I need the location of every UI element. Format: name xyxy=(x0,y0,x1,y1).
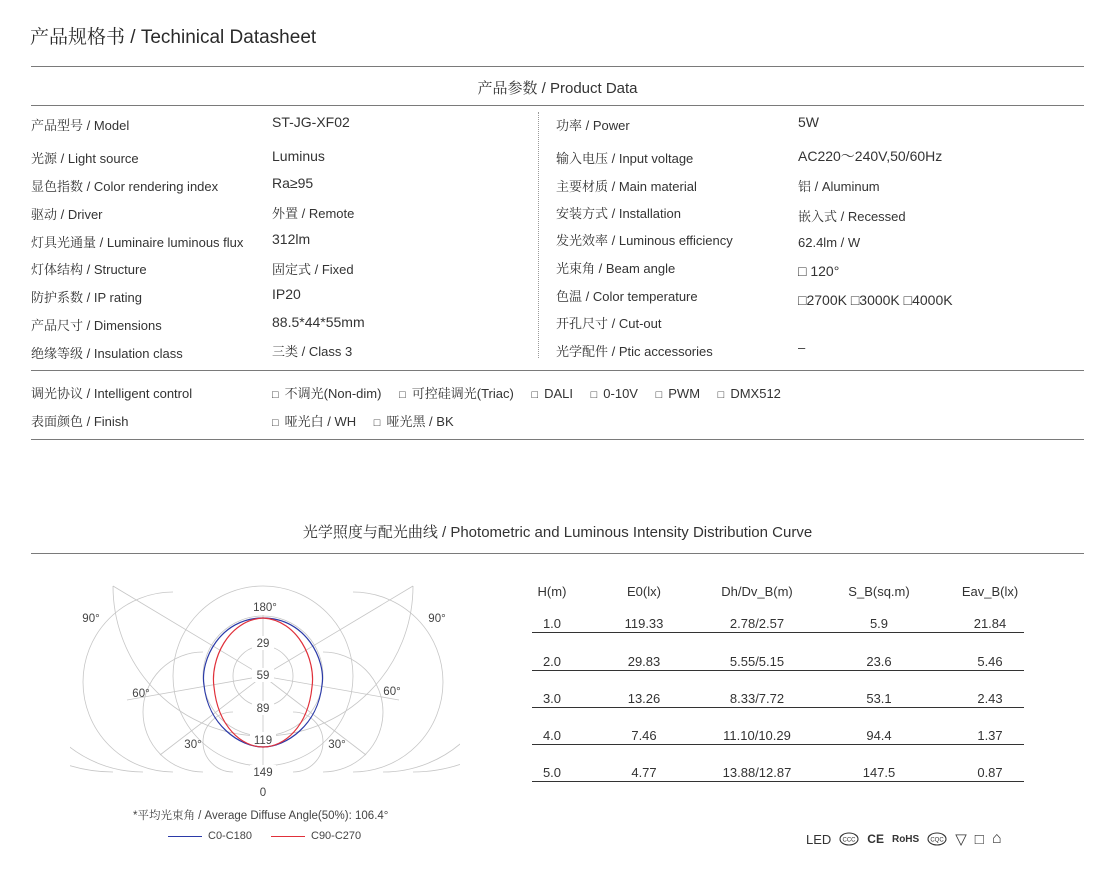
spec-value-model: ST-JG-XF02 xyxy=(272,114,350,130)
spec-value-color-temp: □2700K □3000K □4000K xyxy=(798,292,953,308)
spec-label-power: 功率 / Power xyxy=(556,118,630,133)
table-cell: 0.87 xyxy=(977,765,1003,780)
finish-options xyxy=(272,411,468,430)
divider-product-header xyxy=(31,105,1084,106)
table-cell: 1.37 xyxy=(977,728,1003,743)
divider-top xyxy=(31,66,1084,67)
table-cell: 5.0 xyxy=(542,765,562,780)
finish-option-white[interactable]: □ 哑光白 / WH xyxy=(272,414,357,429)
spec-value-installation: 嵌入式 / Recessed xyxy=(798,209,906,224)
legend-line-blue xyxy=(168,836,202,837)
spec-label-cri: 显色指数 / Color rendering index xyxy=(31,179,219,194)
polar-ray xyxy=(263,586,413,676)
photometric-header: 光学照度与配光曲线 / Photometric and Luminous Intensity Distribution Curve xyxy=(302,524,813,541)
control-options xyxy=(272,383,795,402)
radial-label: 59 xyxy=(256,670,270,682)
spec-label-cut-out: 开孔尺寸 / Cut-out xyxy=(556,316,662,331)
angle-label-left-60: 60° xyxy=(132,688,150,700)
table-cell: 147.5 xyxy=(862,765,896,780)
spec-value-power: 5W xyxy=(798,114,819,130)
divider-options xyxy=(31,370,1084,371)
table-cell: 4.77 xyxy=(631,765,657,780)
angle-label-left-30: 30° xyxy=(184,739,202,751)
angle-label-right-60: 60° xyxy=(383,686,401,698)
angle-label-180: 180° xyxy=(253,602,277,614)
finish-option-black[interactable]: □ 哑光黑 / BK xyxy=(373,414,454,429)
finish-label: 表面颜色 / Finish xyxy=(31,414,129,429)
spec-label-luminous-flux: 灯具光通量 / Luminaire luminous flux xyxy=(31,235,244,250)
spec-value-cri: Ra≥95 xyxy=(272,175,314,191)
radial-label: 119 xyxy=(253,735,273,747)
ccc-text: CCC xyxy=(842,837,856,844)
spec-value-driver: 外置 / Remote xyxy=(272,206,355,221)
table-cell: 5.9 xyxy=(869,616,889,631)
product-data-header: 产品参数 / Product Data xyxy=(477,80,638,97)
polar-ring xyxy=(383,575,460,772)
polar-labels xyxy=(82,602,445,799)
checkbox-icon: □ xyxy=(717,389,725,401)
spec-label-accessories: 光学配件 / Ptic accessories xyxy=(556,344,713,359)
table-cell: 7.46 xyxy=(631,728,657,743)
table-header-eav-b: Eav_B(lx) xyxy=(961,584,1019,599)
table-header-h: H(m) xyxy=(537,584,567,599)
ce-mark-icon: CE xyxy=(867,832,884,846)
table-cell: 2.43 xyxy=(977,691,1003,706)
control-option-dali[interactable]: □ DALI xyxy=(531,386,573,401)
table-header-s-b: S_B(sq.m) xyxy=(848,584,910,599)
polar-ray xyxy=(113,586,263,676)
spec-label-dimensions: 产品尺寸 / Dimensions xyxy=(31,318,162,333)
triangle-mark-icon: ▽ xyxy=(955,831,967,848)
spec-label-efficiency: 发光效率 / Luminous efficiency xyxy=(556,233,733,248)
table-cell: 2.78/2.57 xyxy=(729,616,785,631)
rohs-mark-icon: RoHS xyxy=(891,833,920,845)
ccc-mark-icon xyxy=(839,832,859,846)
control-option-dmx512[interactable]: □ DMX512 xyxy=(717,386,781,401)
spec-value-input-voltage: AC220～240V,50/60Hz xyxy=(798,148,943,164)
table-cell: 5.55/5.15 xyxy=(729,654,785,669)
table-cell: 94.4 xyxy=(866,728,892,743)
control-option-non-dim[interactable]: □ 不调光(Non-dim) xyxy=(272,386,382,401)
checkbox-icon: □ xyxy=(272,389,279,401)
table-cell: 13.88/12.87 xyxy=(722,765,792,780)
spec-label-light-source: 光源 / Light source xyxy=(31,151,139,166)
table-cell: 53.1 xyxy=(866,691,892,706)
table-cell: 13.26 xyxy=(627,691,661,706)
table-header-dh-dv: Dh/Dv_B(m) xyxy=(721,584,793,599)
table-cell: 2.0 xyxy=(542,654,562,669)
table-cell: 29.83 xyxy=(627,654,661,669)
radial-label: 29 xyxy=(256,638,270,650)
column-divider xyxy=(538,112,539,358)
spec-value-luminous-flux: 312lm xyxy=(272,231,311,247)
spec-label-model: 产品型号 / Model xyxy=(31,118,130,133)
led-mark: LED xyxy=(806,831,832,847)
table-cell: 8.33/7.72 xyxy=(729,691,785,706)
control-option-triac[interactable]: □ 可控硅调光(Triac) xyxy=(399,386,514,401)
angle-label-right-90: 90° xyxy=(428,613,446,625)
table-cell: 3.0 xyxy=(542,691,562,706)
table-row xyxy=(532,616,1024,633)
table-header-e0: E0(lx) xyxy=(627,584,661,599)
square-mark-icon: □ xyxy=(974,830,984,848)
legend-line-red xyxy=(271,836,305,837)
radial-label: 89 xyxy=(256,703,270,715)
table-cell: 21.84 xyxy=(973,616,1007,631)
checkbox-icon: □ xyxy=(399,389,406,401)
spec-value-material: 铝 / Aluminum xyxy=(798,179,880,194)
control-label: 调光协议 / Intelligent control xyxy=(31,386,193,401)
spec-label-input-voltage: 输入电压 / Input voltage xyxy=(556,151,694,166)
legend-item-c90-c270: C90-C270 xyxy=(271,830,361,842)
cqc-mark-icon xyxy=(927,832,947,846)
spec-value-beam-angle: □ 120° xyxy=(798,263,840,279)
cqc-text: CQC xyxy=(930,837,944,844)
spec-value-insulation: 三类 / Class 3 xyxy=(272,344,353,359)
certification-marks xyxy=(806,830,1001,848)
polar-distribution-diagram xyxy=(70,575,460,800)
table-cell: 1.0 xyxy=(542,616,562,631)
legend-item-c0-c180: C0-C180 xyxy=(168,830,252,842)
table-cell: 11.10/10.29 xyxy=(723,728,791,743)
angle-label-right-30: 30° xyxy=(328,739,346,751)
control-option-pwm[interactable]: □ PWM xyxy=(655,386,701,401)
spec-value-structure: 固定式 / Fixed xyxy=(272,262,354,277)
table-cell: 23.6 xyxy=(866,654,892,669)
table-cell: 4.0 xyxy=(542,728,562,743)
spec-label-insulation: 绝缘等级 / Insulation class xyxy=(31,346,183,361)
table-cell: 119.33 xyxy=(624,616,664,631)
spec-label-ip-rating: 防护系数 / IP rating xyxy=(31,290,143,305)
checkbox-icon: □ xyxy=(531,389,539,401)
divider-photometric xyxy=(31,553,1084,554)
table-row xyxy=(532,765,1024,782)
table-row xyxy=(532,654,1024,671)
angle-label-0: 0 xyxy=(259,787,267,799)
spec-value-light-source: Luminus xyxy=(272,148,325,164)
spec-label-color-temp: 色温 / Color temperature xyxy=(556,289,698,304)
house-mark-icon: ⌂ xyxy=(991,830,1002,847)
control-option-0-10v[interactable]: □ 0-10V xyxy=(590,386,638,401)
checkbox-icon: □ xyxy=(590,389,598,401)
spec-label-material: 主要材质 / Main material xyxy=(556,179,697,194)
table-row xyxy=(532,691,1024,708)
spec-value-ip-rating: IP20 xyxy=(272,286,301,302)
spec-value-efficiency: 62.4lm / W xyxy=(798,235,861,250)
spec-value-dimensions: 88.5*44*55mm xyxy=(272,314,365,330)
average-diffuse-angle-caption: *平均光束角 / Average Diffuse Angle(50%): 106.4° xyxy=(133,810,389,822)
table-cell: 5.46 xyxy=(977,654,1003,669)
radial-label: 149 xyxy=(253,767,273,779)
divider-bottom-options xyxy=(31,439,1084,440)
checkbox-icon: □ xyxy=(272,417,279,429)
spec-label-structure: 灯体结构 / Structure xyxy=(31,262,147,277)
spec-value-accessories: – xyxy=(798,340,806,355)
spec-label-beam-angle: 光束角 / Beam angle xyxy=(556,261,676,276)
checkbox-icon: □ xyxy=(373,417,381,429)
document-title: 产品规格书 / Techinical Datasheet xyxy=(30,27,317,48)
table-row xyxy=(532,728,1024,745)
angle-label-left-90: 90° xyxy=(82,613,100,625)
spec-label-driver: 驱动 / Driver xyxy=(31,207,103,222)
spec-label-installation: 安装方式 / Installation xyxy=(556,206,681,221)
checkbox-icon: □ xyxy=(655,389,663,401)
